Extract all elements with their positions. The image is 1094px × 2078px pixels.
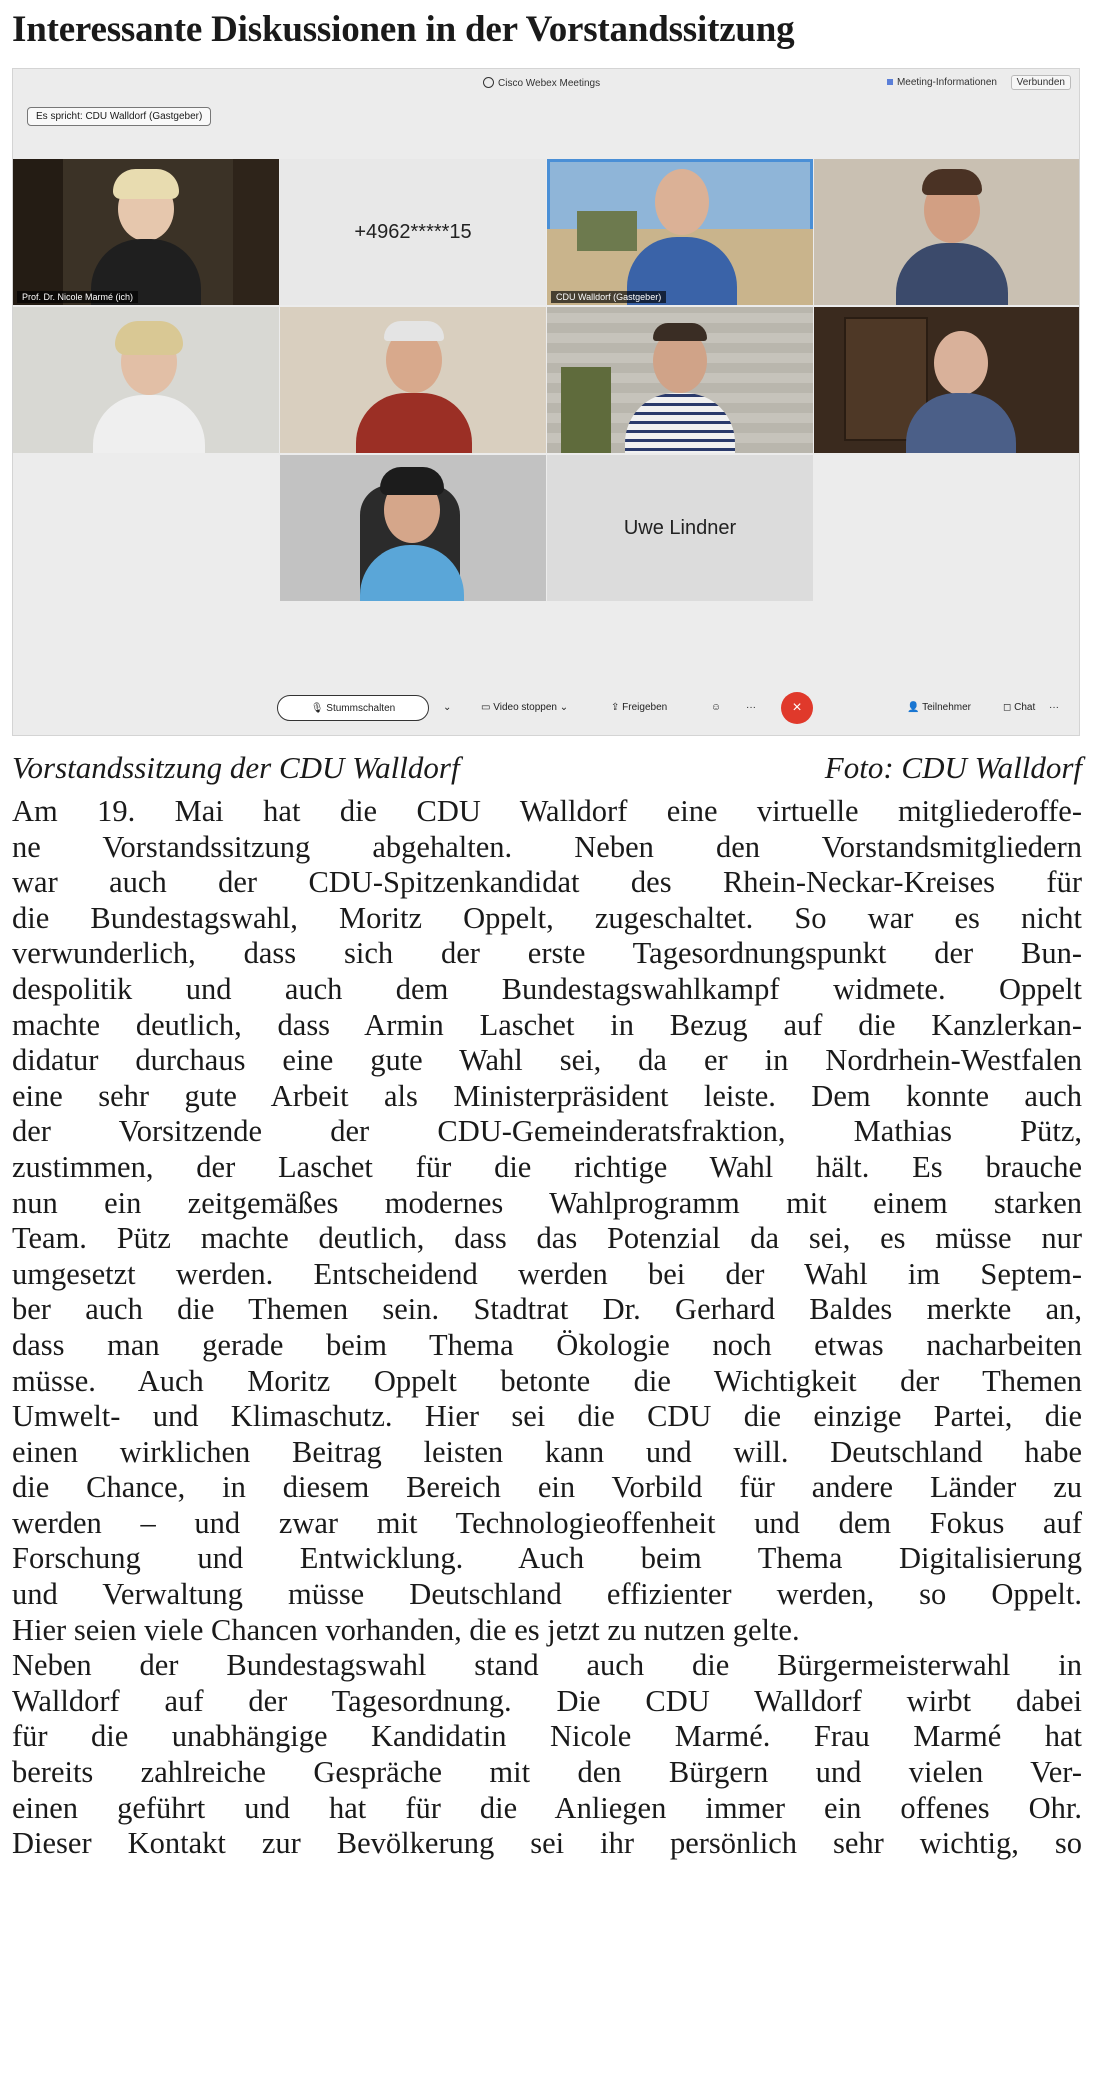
share-icon: ⇪ [611,702,623,713]
article-line: despolitik und auch dem Bundestagswahlkampf widmete. Oppelt [12,971,1082,1006]
meeting-top-bar [13,69,1079,99]
participant-tile [814,159,1080,305]
share-label: Freigeben [622,702,668,713]
active-speaker-label: Es spricht: CDU Walldorf (Gastgeber) [27,107,211,126]
article-line: Forschung und Entwicklung. Auch beim Thema Digitalisierung [12,1541,1082,1576]
article-line: ne Vorstandssitzung abgehalten. Neben den Vorstandsmitgliedern [12,829,1082,864]
participants-label: Teilnehmer [922,702,971,713]
stop-video-label: Video stoppen [493,702,557,713]
meeting-title [483,77,600,89]
participant-tile-phone: +4962*****15 [280,159,546,305]
article-line: Team. Pütz machte deutlich, dass das Potenzial da sei, es müsse nur [12,1221,1082,1256]
article-line: nun ein zeitgemäßes modernes Wahlprogramm mit einem starken [12,1185,1082,1220]
meeting-info-link [887,77,997,88]
microphone-icon: 🎙 [310,703,327,714]
caption-text: Vorstandssitzung der CDU Walldorf [12,750,460,785]
connection-status: Verbunden [1011,75,1071,90]
article-line: der Vorsitzende der CDU-Gemeinderatsfraktion, Mathias Pütz, [12,1114,1082,1149]
leave-meeting-button: × [781,692,813,724]
article-line: einen wirklichen Beitrag leisten kann und will. Deutschland habe [12,1434,1082,1469]
meeting-title-text: Cisco Webex Meetings [498,78,601,89]
participant-tile-host [547,159,813,305]
article-line: eine sehr gute Arbeit als Ministerpräsident leiste. Dem konnte auch [12,1078,1082,1113]
photo-caption [12,748,1082,788]
headline: Interessante Diskussionen in der Vorstandssitzung [12,9,795,50]
article-line: Umwelt- und Klimaschutz. Hier sei die CDU die einzige Partei, die [12,1399,1082,1434]
article-line: die Bundestagswahl, Moritz Oppelt, zugeschaltet. So war es nicht [12,900,1082,935]
webex-logo-icon [483,77,494,88]
participant-tile [547,307,813,453]
article-line: werden – und zwar mit Technologieoffenheit und dem Fokus auf [12,1505,1082,1540]
article-line: ber auch die Themen sein. Stadtrat Dr. Gerhard Baldes merkte an, [12,1292,1082,1327]
article-body [12,794,1082,1862]
info-icon [887,79,893,85]
article-line: Walldorf auf der Tagesordnung. Die CDU Walldorf wirbt dabei [12,1683,1082,1718]
participant-tile [13,307,279,453]
article-line: die Chance, in diesem Bereich ein Vorbild für andere Länder zu [12,1470,1082,1505]
article-line: umgesetzt werden. Entscheidend werden bei der Wahl im Septem- [12,1256,1082,1291]
meeting-screenshot-photo [12,68,1080,736]
article-line: einen geführt und hat für die Anliegen immer ein offenes Ohr. [12,1790,1082,1825]
article-line: dass man gerade beim Thema Ökologie noch etwas nacharbeiten [12,1327,1082,1362]
stop-video-button: ▭ Video stoppen ⌄ [481,702,569,713]
participants-icon: 👤 [907,702,923,713]
mute-button [277,695,429,721]
more-options-icon: ··· [746,702,756,713]
article-line: bereits zahlreiche Gespräche mit den Bürgern und vielen Ver- [12,1755,1082,1790]
overflow-menu-icon: ··· [1049,702,1059,713]
chat-icon: ◻ [1003,702,1015,713]
participant-tile [13,159,279,305]
article-line: Am 19. Mai hat die CDU Walldorf eine virtuelle mitgliederoffe- [12,794,1082,828]
participant-tile [814,307,1080,453]
participant-name-label: Prof. Dr. Nicole Marmé (ich) [17,291,138,303]
article-line: für die unabhängige Kandidatin Nicole Marmé. Frau Marmé hat [12,1719,1082,1754]
article-line: müsse. Auch Moritz Oppelt betonte die Wichtigkeit der Themen [12,1363,1082,1398]
article-line: didatur durchaus eine gute Wahl sei, da er in Nordrhein-Westfalen [12,1043,1082,1078]
camera-icon: ▭ [481,702,494,713]
article-line: Neben der Bundestagswahl stand auch die Bürgermeisterwahl in [12,1648,1082,1683]
meeting-controls-bar [13,681,1079,735]
article-line: Dieser Kontakt zur Bevölkerung sei ihr persönlich sehr wichtig, so [12,1826,1082,1861]
share-button [601,695,677,721]
article-line: machte deutlich, dass Armin Laschet in Bezug auf die Kanzlerkan- [12,1007,1082,1042]
article-line: und Verwaltung müsse Deutschland effizienter werden, so Oppelt. [12,1577,1082,1612]
participant-name-label: CDU Walldorf (Gastgeber) [551,291,666,303]
audio-options-chevron-icon: ⌄ [443,702,452,713]
chat-button [993,695,1045,721]
reactions-icon: ☺ [710,702,722,713]
meeting-info-text: Meeting-Informationen [896,77,997,88]
participant-tile [280,307,546,453]
participant-tile [280,455,546,601]
participant-tile-audio-only: Uwe Lindner [547,455,813,601]
participants-button [897,695,981,721]
chat-label: Chat [1014,702,1036,713]
photo-credit: Foto: CDU Walldorf [824,750,1082,785]
mute-label: Stummschalten [326,703,396,714]
article-line: war auch der CDU-Spitzenkandidat des Rhein-Neckar-Kreises für [12,865,1082,900]
article-line: Hier seien viele Chancen vorhanden, die es jetzt zu nutzen gelte. [12,1612,800,1647]
article-line: zustimmen, der Laschet für die richtige Wahl hält. Es brauche [12,1149,1082,1184]
article-line: verwunderlich, dass sich der erste Tagesordnungspunkt der Bun- [12,936,1082,971]
